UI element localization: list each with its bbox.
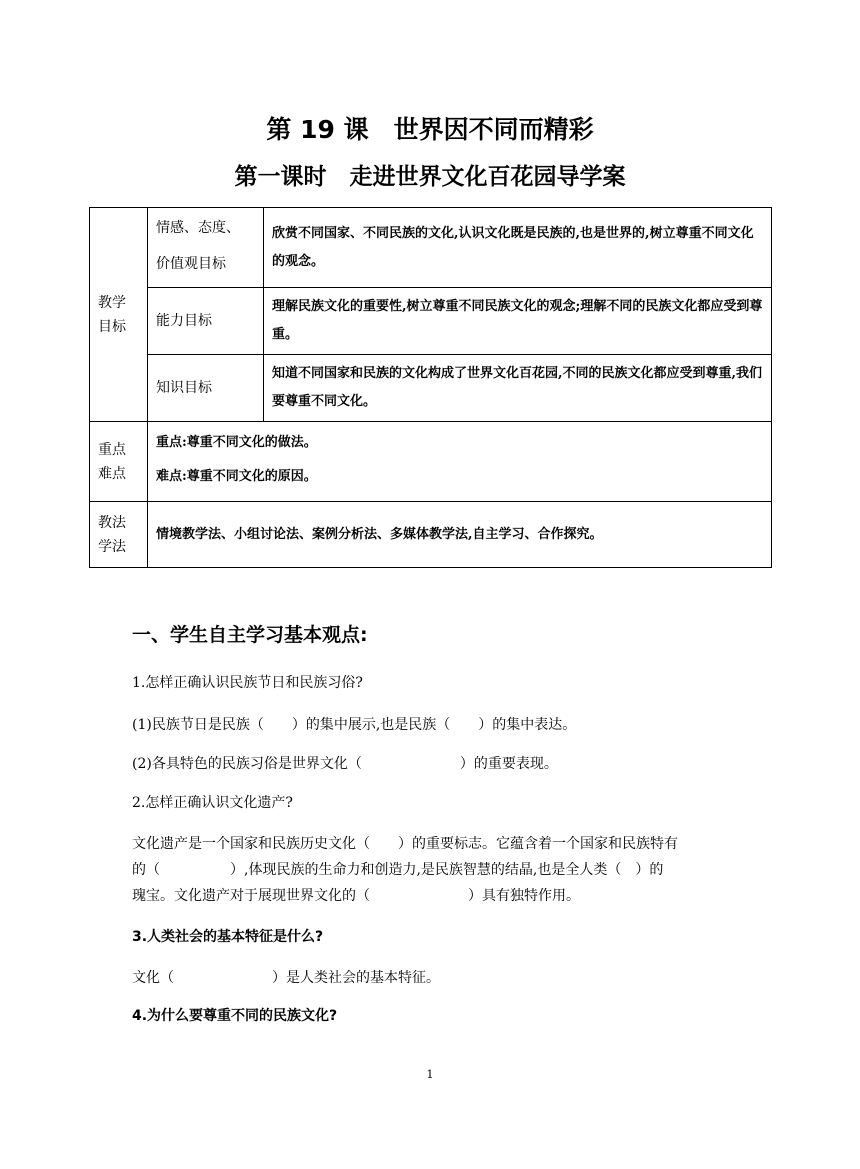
question-3-text: 文化（ ）是人类社会的基本特征。 xyxy=(132,970,440,986)
page-number: 1 xyxy=(426,1068,434,1081)
question-2-text-2: 的（ ）,体现民族的生命力和创造力,是民族智慧的结晶,也是全人类（ ）的 xyxy=(132,862,664,878)
question-1-item-2: (2)各具特色的民族习俗是世界文化（ ）的重要表现。 xyxy=(132,756,558,772)
goal-text-ability: 理解民族文化的重要性,树立尊重不同民族文化的观念;理解不同的民族文化都应受到尊重。 xyxy=(264,288,772,355)
question-2: 2.怎样正确认识文化遗产? xyxy=(132,795,293,811)
question-1: 1.怎样正确认识民族节日和民族习俗? xyxy=(132,675,363,691)
question-2-text-1: 文化遗产是一个国家和民族历史文化（ ）的重要标志。它蕴含着一个国家和民族特有 xyxy=(132,836,678,852)
key-point: 重点:尊重不同文化的做法。 xyxy=(156,435,317,450)
goals-table xyxy=(89,207,772,568)
page-title: 第 19 课 世界因不同而精彩 xyxy=(266,115,594,144)
goal-label-attitude: 情感、态度、 价值观目标 xyxy=(148,208,264,288)
goal-text-knowledge: 知道不同国家和民族的文化构成了世界文化百花园,不同的民族文化都应受到尊重,我们要尊重不同文化。 xyxy=(264,355,772,422)
question-1-item-1: (1)民族节日是民族（ ）的集中展示,也是民族（ ）的集中表达。 xyxy=(132,717,577,733)
goal-text-attitude: 欣赏不同国家、不同民族的文化,认识文化既是民族的,也是世界的,树立尊重不同文化的观念。 xyxy=(264,208,772,288)
question-4: 4.为什么要尊重不同的民族文化? xyxy=(132,1008,338,1024)
key-points-label: 重点 难点 xyxy=(90,422,148,502)
goal-label-ability: 能力目标 xyxy=(148,288,264,355)
page-subtitle: 第一课时 走进世界文化百花园导学案 xyxy=(234,164,626,190)
key-points-content xyxy=(148,422,772,502)
difficult-point: 难点:尊重不同文化的原因。 xyxy=(156,469,317,484)
method-text: 情境教学法、小组讨论法、案例分析法、多媒体教学法,自主学习、合作探究。 xyxy=(148,502,772,568)
goal-label-knowledge: 知识目标 xyxy=(148,355,264,422)
section-title: 一、学生自主学习基本观点: xyxy=(132,624,368,646)
question-2-text-3: 瑰宝。文化遗产对于展现世界文化的（ ）具有独特作用。 xyxy=(132,888,580,904)
teaching-goals-label: 教学 目标 xyxy=(90,208,148,422)
method-label: 教法 学法 xyxy=(90,502,148,568)
question-3: 3.人类社会的基本特征是什么? xyxy=(132,929,324,945)
